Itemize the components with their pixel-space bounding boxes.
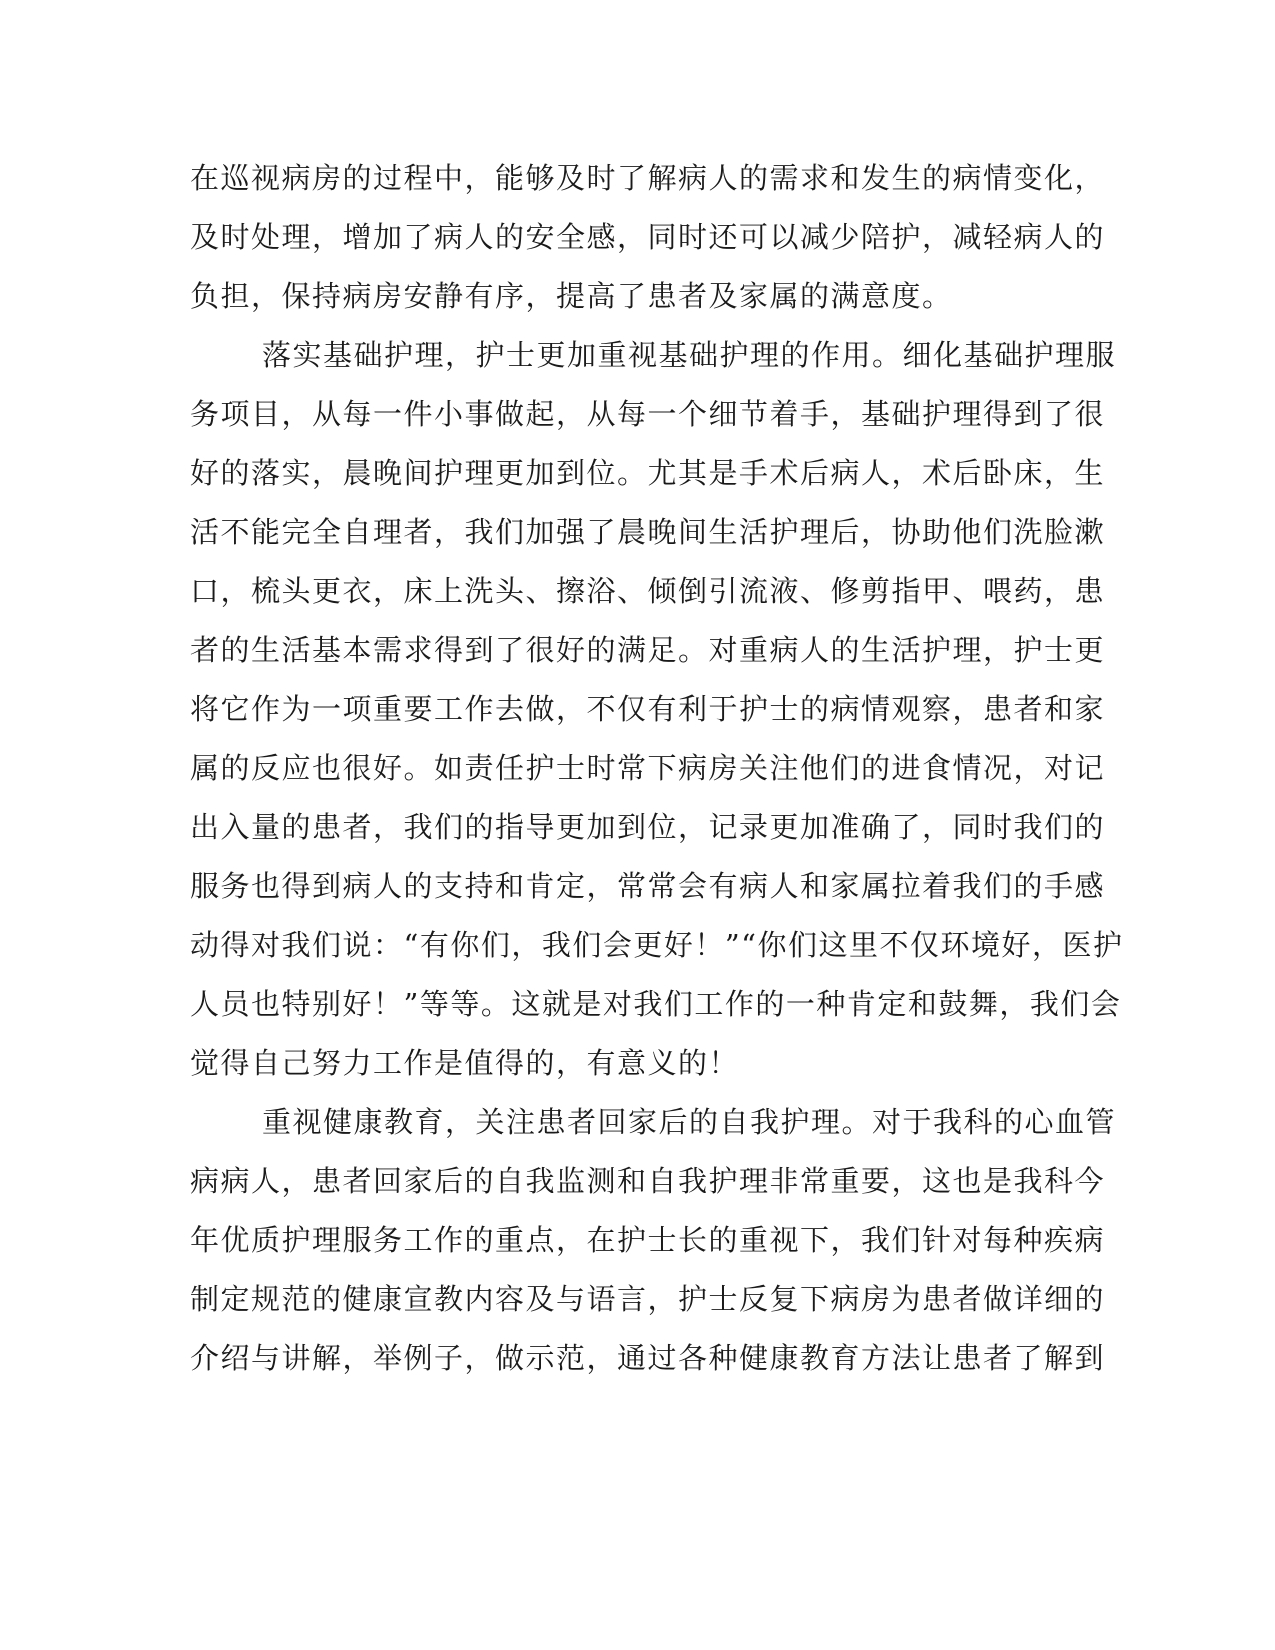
text-line: 人员也特别好！”等等。这就是对我们工作的一种肯定和鼓舞，我们会 bbox=[190, 987, 1122, 1021]
text-line: 介绍与讲解，举例子，做示范，通过各种健康教育方法让患者了解到 bbox=[190, 1341, 1106, 1375]
text-line: 属的反应也很好。如责任护士时常下病房关注他们的进食情况，对记 bbox=[190, 751, 1106, 785]
paragraph-start-line: 重视健康教育，关注患者回家后的自我护理。对于我科的心血管 bbox=[262, 1105, 1117, 1139]
text-line: 服务也得到病人的支持和肯定，常常会有病人和家属拉着我们的手感 bbox=[190, 869, 1106, 903]
text-line: 制定规范的健康宣教内容及与语言，护士反复下病房为患者做详细的 bbox=[190, 1282, 1106, 1316]
text-line: 将它作为一项重要工作去做，不仅有利于护士的病情观察，患者和家 bbox=[190, 692, 1106, 726]
text-line: 在巡视病房的过程中，能够及时了解病人的需求和发生的病情变化， bbox=[190, 161, 1106, 195]
text-line: 者的生活基本需求得到了很好的满足。对重病人的生活护理，护士更 bbox=[190, 633, 1106, 667]
text-line: 活不能完全自理者，我们加强了晨晚间生活护理后，协助他们洗脸漱 bbox=[190, 515, 1106, 549]
text-line: 及时处理，增加了病人的安全感，同时还可以减少陪护，减轻病人的 bbox=[190, 220, 1106, 254]
paragraph-start-line: 落实基础护理，护士更加重视基础护理的作用。细化基础护理服 bbox=[262, 338, 1117, 372]
text-line: 负担，保持病房安静有序，提高了患者及家属的满意度。 bbox=[190, 279, 953, 313]
text-line: 出入量的患者，我们的指导更加到位，记录更加准确了，同时我们的 bbox=[190, 810, 1106, 844]
text-line: 口，梳头更衣，床上洗头、擦浴、倾倒引流液、修剪指甲、喂药，患 bbox=[190, 574, 1106, 608]
text-line: 病病人，患者回家后的自我监测和自我护理非常重要，这也是我科今 bbox=[190, 1164, 1106, 1198]
text-line: 动得对我们说：“有你们，我们会更好！”“你们这里不仅环境好，医护 bbox=[190, 928, 1124, 962]
text-line: 务项目，从每一件小事做起，从每一个细节着手，基础护理得到了很 bbox=[190, 397, 1106, 431]
text-line: 好的落实，晨晚间护理更加到位。尤其是手术后病人，术后卧床，生 bbox=[190, 456, 1106, 490]
text-line: 觉得自己努力工作是值得的，有意义的！ bbox=[190, 1046, 740, 1080]
text-line: 年优质护理服务工作的重点，在护士长的重视下，我们针对每种疾病 bbox=[190, 1223, 1106, 1257]
